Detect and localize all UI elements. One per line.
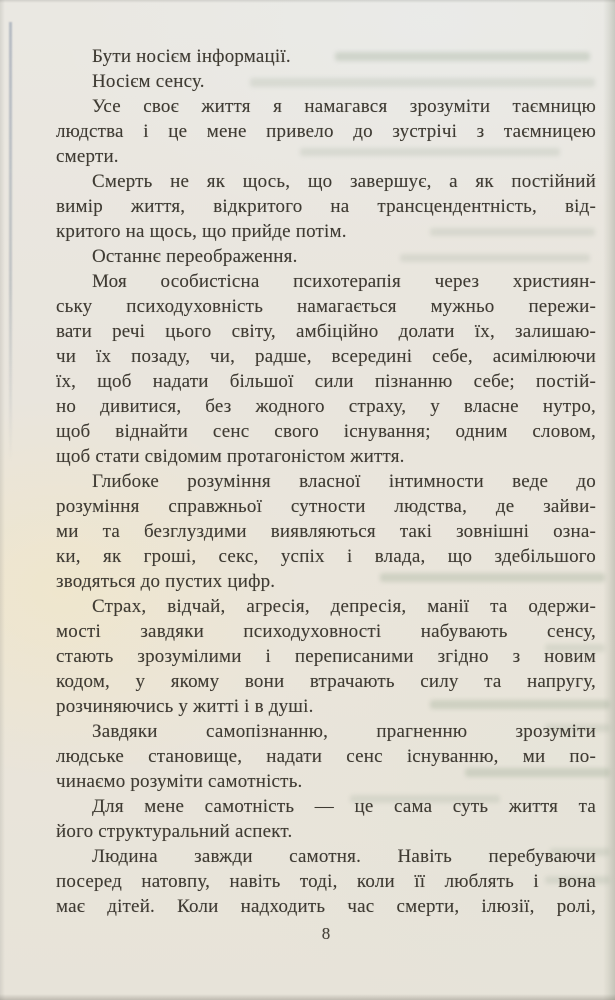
text-line: Завдяки самопізнанню, прагненню зрозуміти bbox=[92, 721, 596, 742]
text-line: ську психодуховність намагається мужньо пережи- bbox=[56, 296, 596, 317]
scan-gutter-line bbox=[9, 22, 12, 462]
text-line: стають зрозумілими і переписаними згідно з новим bbox=[56, 646, 596, 667]
text-line: критого на щось, що прийде потім. bbox=[56, 221, 347, 242]
text-line: вати речі цього світу, амбіційно долати їх, залишаю- bbox=[56, 321, 596, 342]
page-edge-shadow-top bbox=[0, 0, 615, 3]
text-line: ки, як гроші, секс, успіх і влада, що здебільшого bbox=[56, 546, 596, 567]
text-line: Для мене самотність — це сама суть життя та bbox=[92, 796, 596, 817]
text-line: кодом, у якому вони втрачають силу та напругу, bbox=[56, 671, 596, 692]
text-line: має дітей. Коли надходить час смерти, ілюзії, ролі, bbox=[56, 896, 596, 917]
text-line: їх, щоб надати більшої сили пізнанню себе; постій- bbox=[56, 371, 596, 392]
text-line: чи їх позаду, чи, радше, всередині себе, асимілюючи bbox=[56, 346, 596, 367]
text-block bbox=[56, 44, 596, 919]
text-line: Глибоке розуміння власної інтимности веде до bbox=[92, 471, 596, 492]
text-line: Страх, відчай, агресія, депресія, манії та одержи- bbox=[92, 596, 596, 617]
text-line: його структуральний аспект. bbox=[56, 821, 293, 842]
text-line: щоб віднайти сенс свого існування; одним словом, bbox=[56, 421, 596, 442]
text-line: зводяться до пустих цифр. bbox=[56, 571, 276, 592]
text-line: людське становище, надати сенс існуванню, ми по- bbox=[56, 746, 596, 767]
text-line: розуміння справжньої сутности людства, де зайви- bbox=[56, 496, 596, 517]
text-line: Смерть не як щось, що завершує, а як постійний bbox=[92, 171, 596, 192]
text-line: Усе своє життя я намагався зрозуміти таємницю bbox=[92, 96, 596, 117]
text-line: чинаємо розуміти самотність. bbox=[56, 771, 303, 792]
text-line: смерти. bbox=[56, 146, 119, 167]
text-line: но дивитися, без жодного страху, у власне нутро, bbox=[56, 396, 596, 417]
page-edge-shadow-left bbox=[0, 0, 5, 1000]
text-line: ми та безглуздими виявляються такі зовнішні озна- bbox=[56, 521, 596, 542]
page-number: 8 bbox=[321, 924, 331, 943]
text-line: Носієм сенсу. bbox=[92, 71, 205, 92]
text-line: Останнє переображення. bbox=[92, 246, 298, 267]
text-line: вимір життя, відкритого на трансцендентність, від- bbox=[56, 196, 596, 217]
text-line: людства і це мене привело до зустрічі з таємницею bbox=[56, 121, 596, 142]
text-line: посеред натовпу, навіть тоді, коли її люблять і вона bbox=[56, 871, 596, 892]
text-line: розчиняючись у житті і в душі. bbox=[56, 696, 314, 717]
text-line: щоб стати свідомим протагоністом життя. bbox=[56, 446, 405, 467]
text-line: мості завдяки психодуховності набувають сенсу, bbox=[56, 621, 596, 642]
text-line: Моя особистісна психотерапія через християн- bbox=[92, 271, 596, 292]
text-line: Людина завжди самотня. Навіть перебуваючи bbox=[92, 846, 596, 867]
page-edge-shadow-bottom bbox=[0, 994, 615, 1000]
text-line: Бути носієм інформації. bbox=[92, 46, 291, 67]
